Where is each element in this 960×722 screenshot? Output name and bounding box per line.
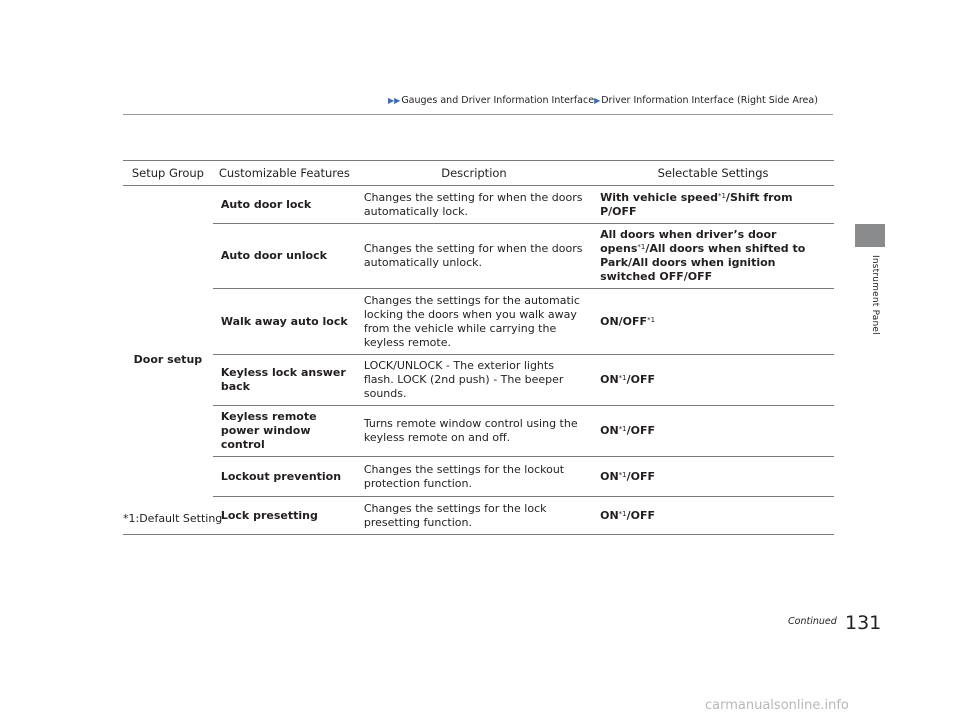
- footnote-ref: *1: [618, 425, 627, 433]
- footnote-ref: *1: [618, 374, 627, 382]
- table-row: [123, 497, 834, 535]
- description-cell: Changes the setting for when the doors automatically unlock.: [356, 224, 592, 289]
- column-header: Description: [356, 161, 592, 186]
- description-cell: Changes the setting for when the doors automatically lock.: [356, 186, 592, 224]
- feature-cell: Keyless remote power window control: [213, 406, 356, 457]
- table-row: [123, 406, 834, 457]
- feature-cell: Auto door unlock: [213, 224, 356, 289]
- column-header: Customizable Features: [213, 161, 356, 186]
- breadcrumb-item[interactable]: Driver Information Interface (Right Side Area): [601, 95, 818, 106]
- page-number: 131: [845, 612, 882, 634]
- description-cell: Changes the settings for the lockout protection function.: [356, 457, 592, 497]
- footnote-ref: *1: [717, 191, 726, 200]
- setting-option: With vehicle speed: [600, 190, 718, 204]
- setting-option: /Shift from P/OFF: [600, 190, 793, 218]
- table-row: [123, 186, 834, 224]
- table-row: [123, 355, 834, 406]
- settings-cell: [592, 497, 834, 535]
- description-cell: Changes the settings for the automatic locking the doors when you walk away from the vehicle while carrying the keyless remote.: [356, 289, 592, 355]
- feature-cell: Keyless lock answer back: [213, 355, 356, 406]
- footnote: *1:Default Setting: [123, 512, 223, 525]
- arrow-icon: ▶: [594, 96, 601, 105]
- setting-option: ON: [600, 508, 619, 522]
- double-arrow-icon: ▶▶: [388, 96, 401, 105]
- feature-cell: Walk away auto lock: [213, 289, 356, 355]
- footnote-ref: *1: [647, 315, 656, 324]
- table-row: [123, 224, 834, 289]
- settings-table: [123, 160, 834, 535]
- chapter-label: Instrument Panel: [870, 255, 880, 335]
- setting-option: ON/OFF: [600, 314, 648, 328]
- setting-option: /OFF: [626, 469, 656, 483]
- footnote-ref: *1: [618, 509, 627, 518]
- description-cell: LOCK/UNLOCK - The exterior lights flash. LOCK (2nd push) - The beeper sounds.: [356, 355, 592, 406]
- setting-option: ON: [600, 373, 619, 386]
- setting-option: ON: [600, 469, 619, 483]
- setting-option: /All doors when shifted to Park/All doors when ignition switched OFF/OFF: [600, 242, 806, 283]
- setting-option: /OFF: [626, 508, 656, 522]
- header-divider: [123, 114, 833, 115]
- watermark: carmanualsonline.info: [705, 698, 849, 713]
- breadcrumb: [388, 95, 818, 106]
- feature-cell: Lockout prevention: [213, 457, 356, 497]
- chapter-tab-marker: [855, 224, 885, 247]
- settings-cell: [592, 355, 834, 406]
- setting-option: /OFF: [626, 373, 656, 386]
- table-row: [123, 457, 834, 497]
- setting-option: All doors when driver’s door opens: [600, 228, 777, 255]
- column-header: Selectable Settings: [592, 161, 834, 186]
- setting-option: ON: [600, 424, 619, 437]
- footnote-ref: *1: [637, 243, 646, 251]
- description-cell: Changes the settings for the lock presetting function.: [356, 497, 592, 535]
- continued-label: Continued: [788, 616, 837, 627]
- setup-group-cell: Door setup: [123, 186, 213, 535]
- feature-cell: Lock presetting: [213, 497, 356, 535]
- description-cell: Turns remote window control using the keyless remote on and off.: [356, 406, 592, 457]
- settings-cell: [592, 457, 834, 497]
- table-header-row: [123, 161, 834, 186]
- breadcrumb-item[interactable]: Gauges and Driver Information Interface: [401, 95, 595, 106]
- setting-option: /OFF: [626, 424, 656, 437]
- column-header: Setup Group: [123, 161, 213, 186]
- settings-cell: [592, 406, 834, 457]
- settings-cell: [592, 289, 834, 355]
- settings-cell: [592, 186, 834, 224]
- table-row: [123, 289, 834, 355]
- footnote-ref: *1: [618, 470, 627, 479]
- settings-cell: [592, 224, 834, 289]
- feature-cell: Auto door lock: [213, 186, 356, 224]
